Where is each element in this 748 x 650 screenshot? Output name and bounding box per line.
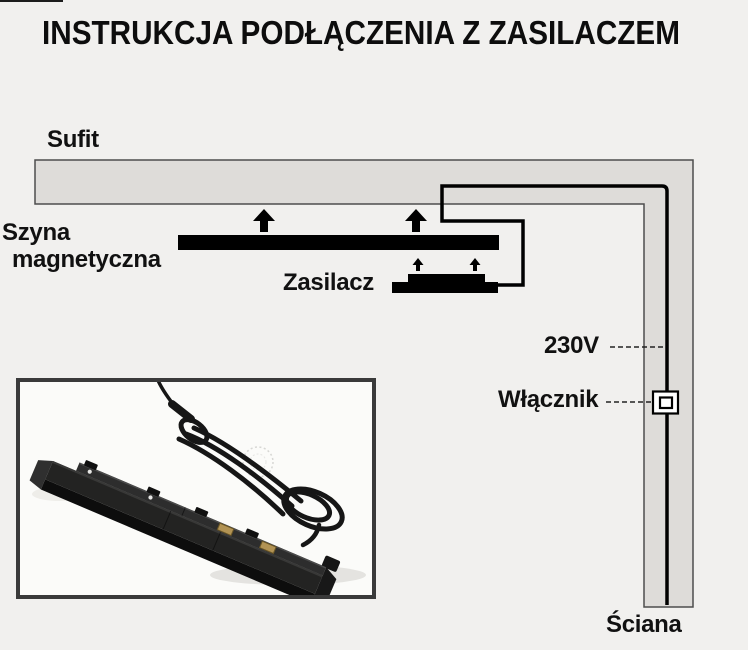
up-arrow-icon [405, 209, 427, 232]
power-supply-label: Zasilacz [283, 269, 374, 296]
page-title: INSTRUKCJA PODŁĄCZENIA Z ZASILACZEM [42, 14, 680, 51]
rail-label-line1: Szyna [2, 219, 70, 246]
power-supply-bottom-bar [392, 282, 498, 293]
power-supply-top-bar [408, 274, 485, 283]
ceiling-label: Sufit [47, 126, 99, 153]
up-arrow-icon [253, 209, 275, 232]
product-photo [20, 382, 372, 595]
voltage-label: 230V [544, 332, 599, 359]
rail-label-line2: magnetyczna [12, 246, 161, 273]
up-arrow-small-icon [413, 258, 424, 271]
wall-switch-button [660, 398, 672, 409]
magnetic-rail-bar [178, 235, 499, 250]
wall-label: Ściana [606, 611, 682, 638]
switch-label: Włącznik [498, 386, 599, 413]
product-photo-frame [16, 378, 376, 599]
up-arrow-small-icon [470, 258, 481, 271]
